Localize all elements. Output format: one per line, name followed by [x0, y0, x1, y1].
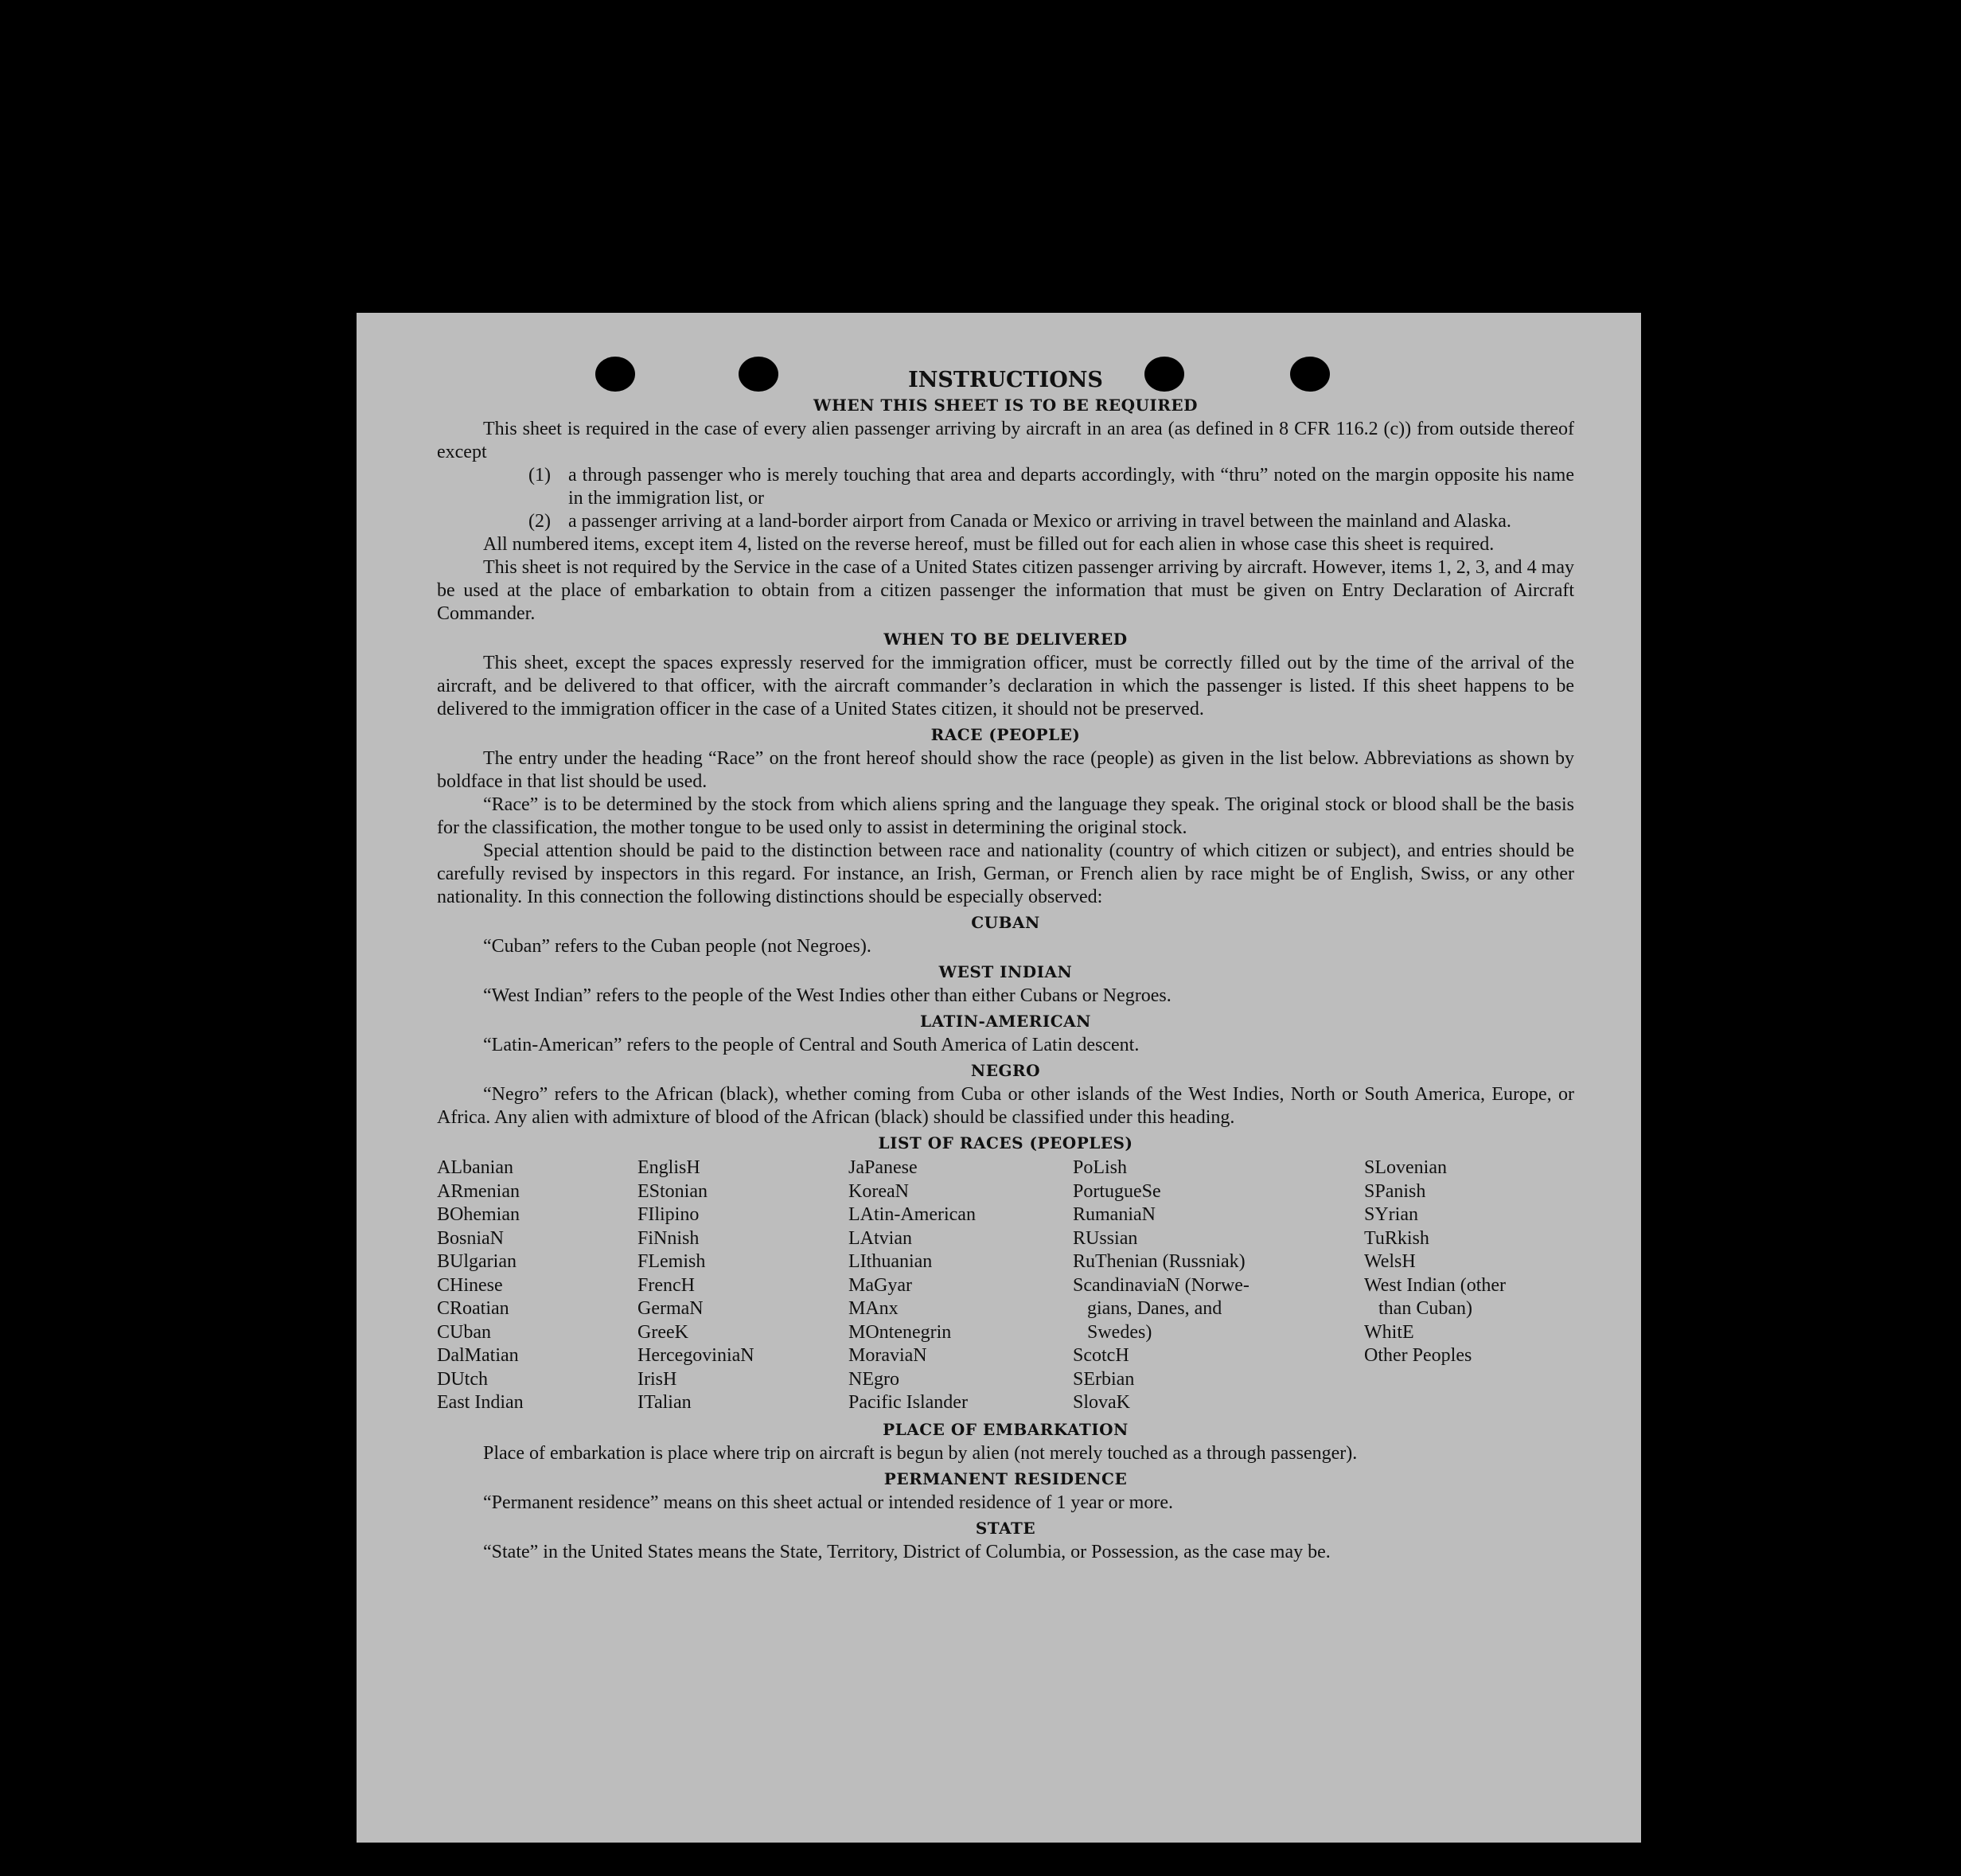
race-item: WelsH: [1364, 1251, 1416, 1272]
race-item: MaGyar: [848, 1274, 912, 1296]
race-item: RUssian: [1073, 1227, 1138, 1249]
race-column: [1073, 1156, 1364, 1415]
race-item: FiNnish: [637, 1227, 700, 1249]
race-item: DUtch: [437, 1368, 488, 1390]
race-list: [437, 1156, 1574, 1415]
section-heading: WHEN THIS SHEET IS TO BE REQUIRED: [813, 396, 1198, 415]
item-text: a passenger arriving at a land-border airport from Canada or Mexico or arriving in travel between the mainland and Alaska.: [568, 511, 1511, 532]
paragraph: “Cuban” refers to the Cuban people (not Negroes).: [483, 936, 871, 957]
race-item: SYrian: [1364, 1204, 1418, 1225]
race-column: [437, 1156, 637, 1415]
race-item: Pacific Islander: [848, 1392, 968, 1413]
punch-hole: [595, 357, 635, 392]
race-item: RuThenian (Russniak): [1073, 1251, 1246, 1272]
race-item: FLemish: [637, 1251, 706, 1272]
race-item: ScandinaviaN (Norwe-: [1073, 1274, 1250, 1296]
race-item: than Cuban): [1364, 1298, 1472, 1319]
race-item: CHinese: [437, 1274, 503, 1296]
section-heading: PERMANENT RESIDENCE: [883, 1468, 1128, 1488]
section-heading: WHEN TO BE DELIVERED: [883, 630, 1128, 649]
race-item: LAtvian: [848, 1227, 912, 1249]
page-title: INSTRUCTIONS: [908, 368, 1103, 392]
race-item: PoLish: [1073, 1157, 1128, 1178]
race-item: BosniaN: [437, 1227, 504, 1249]
item-number: (2): [528, 511, 551, 532]
race-column: [637, 1156, 848, 1415]
race-item: KoreaN: [848, 1180, 909, 1202]
section-heading: RACE (PEOPLE): [930, 725, 1081, 744]
race-item: JaPanese: [848, 1157, 918, 1178]
race-item: ITalian: [637, 1392, 692, 1413]
race-item: EnglisH: [637, 1157, 700, 1178]
paragraph: Special attention should be paid to the distinction between race and nationality (country of which citizen or subject), and entries should be carefully revised by inspectors in this regard. For instance, an Irish, German, or French alien by race might be of English, Swiss, or any other nationality. In this connection the following distinctions should be especially observed:: [437, 840, 1574, 907]
punch-hole: [1144, 357, 1184, 392]
race-item: gians, Danes, and: [1073, 1298, 1222, 1319]
section-heading: NEGRO: [970, 1061, 1041, 1080]
race-item: FrencH: [637, 1274, 695, 1296]
section-heading: WEST INDIAN: [938, 962, 1073, 981]
race-item: SlovaK: [1073, 1392, 1130, 1413]
race-item: SLovenian: [1364, 1157, 1447, 1178]
race-item: BUlgarian: [437, 1251, 517, 1272]
paragraph: All numbered items, except item 4, listed on the reverse hereof, must be filled out for each alien in whose case this sheet is required.: [483, 534, 1495, 555]
race-item: East Indian: [437, 1392, 524, 1413]
race-item: PortugueSe: [1073, 1180, 1161, 1202]
race-item: RumaniaN: [1073, 1204, 1156, 1225]
list-item: [528, 510, 1574, 533]
race-item: DalMatian: [437, 1345, 519, 1366]
race-item: SErbian: [1073, 1368, 1135, 1390]
section-heading: CUBAN: [971, 913, 1040, 932]
race-item: LIthuanian: [848, 1251, 933, 1272]
race-column: [1364, 1156, 1571, 1415]
section-heading: LATIN-AMERICAN: [920, 1012, 1091, 1031]
paragraph: “Latin-American” refers to the people of Central and South America of Latin descent.: [483, 1035, 1140, 1055]
race-item: MAnx: [848, 1298, 899, 1319]
race-item: ALbanian: [437, 1157, 513, 1178]
paragraph: This sheet is not required by the Service in the case of a United States citizen passenger arriving by aircraft. However, items 1, 2, 3, and 4 may be used at the place of embarkation to obtain from a citizen passenger the information that must be given on Entry Declaration of Aircraft Commander.: [437, 557, 1574, 624]
section-heading: LIST OF RACES (PEOPLES): [878, 1133, 1133, 1153]
list-item: [528, 464, 1574, 510]
race-item: IrisH: [637, 1368, 677, 1390]
paragraph: “Race” is to be determined by the stock from which aliens spring and the language they speak. The original stock or blood shall be the basis for the classification, the mother tongue to be used only to assist in determining the original stock.: [437, 794, 1574, 838]
race-column: [848, 1156, 1073, 1415]
race-item: MOntenegrin: [848, 1321, 952, 1343]
punch-hole: [1290, 357, 1330, 392]
race-item: FIlipino: [637, 1204, 700, 1225]
race-item: BOhemian: [437, 1204, 520, 1225]
paragraph: “West Indian” refers to the people of the West Indies other than either Cubans or Negroes.: [483, 985, 1172, 1006]
section-heading: PLACE OF EMBARKATION: [883, 1419, 1129, 1439]
instruction-sheet: [357, 313, 1641, 1843]
race-item: LAtin-American: [848, 1204, 976, 1225]
race-item: GreeK: [637, 1321, 688, 1343]
item-number: (1): [528, 465, 551, 486]
paragraph: The entry under the heading “Race” on the front hereof should show the race (people) as given in the list below. Abbreviations as shown by boldface in that list should be used.: [437, 748, 1574, 792]
race-item: CRoatian: [437, 1298, 509, 1319]
section-heading: STATE: [975, 1518, 1036, 1538]
paragraph: This sheet, except the spaces expressly reserved for the immigration officer, must be correctly filled out by the time of the arrival of the aircraft, and be delivered to that officer, with the aircraft commander’s declaration in which the passenger is listed. If this sheet happens to be delivered to the immigration officer in the case of a United States citizen, it should not be preserved.: [437, 653, 1574, 720]
race-item: SPanish: [1364, 1180, 1426, 1202]
race-item: EStonian: [637, 1180, 708, 1202]
race-item: MoraviaN: [848, 1345, 927, 1366]
race-item: GermaN: [637, 1298, 704, 1319]
race-item: ScotcH: [1073, 1345, 1129, 1366]
paragraph: This sheet is required in the case of every alien passenger arriving by aircraft in an area (as defined in 8 CFR 116.2 (c)) from outside thereof except: [437, 419, 1574, 462]
race-item: CUban: [437, 1321, 491, 1343]
paragraph: Place of embarkation is place where trip on aircraft is begun by alien (not merely touched as a through passenger).: [483, 1442, 1358, 1464]
paragraph: “State” in the United States means the State, Territory, District of Columbia, or Possession, as the case may be.: [483, 1541, 1331, 1562]
paragraph: “Negro” refers to the African (black), whether coming from Cuba or other islands of the West Indies, North or South America, Europe, or Africa. Any alien with admixture of blood of the African (black) should be classified under this heading.: [437, 1084, 1574, 1128]
race-item: WhitE: [1364, 1321, 1414, 1343]
race-item: Swedes): [1073, 1321, 1152, 1343]
race-item: TuRkish: [1364, 1227, 1429, 1249]
item-text: a through passenger who is merely touching that area and departs accordingly, with “thru” noted on the margin opposite his name in the immigration list, or: [568, 465, 1574, 509]
race-item: West Indian (other: [1364, 1274, 1507, 1296]
paragraph: “Permanent residence” means on this sheet actual or intended residence of 1 year or more.: [483, 1492, 1173, 1513]
race-item: Other Peoples: [1364, 1345, 1472, 1366]
race-item: NEgro: [848, 1368, 899, 1390]
race-item: ARmenian: [437, 1180, 520, 1202]
race-item: HercegoviniaN: [637, 1345, 754, 1366]
punch-hole: [739, 357, 778, 392]
